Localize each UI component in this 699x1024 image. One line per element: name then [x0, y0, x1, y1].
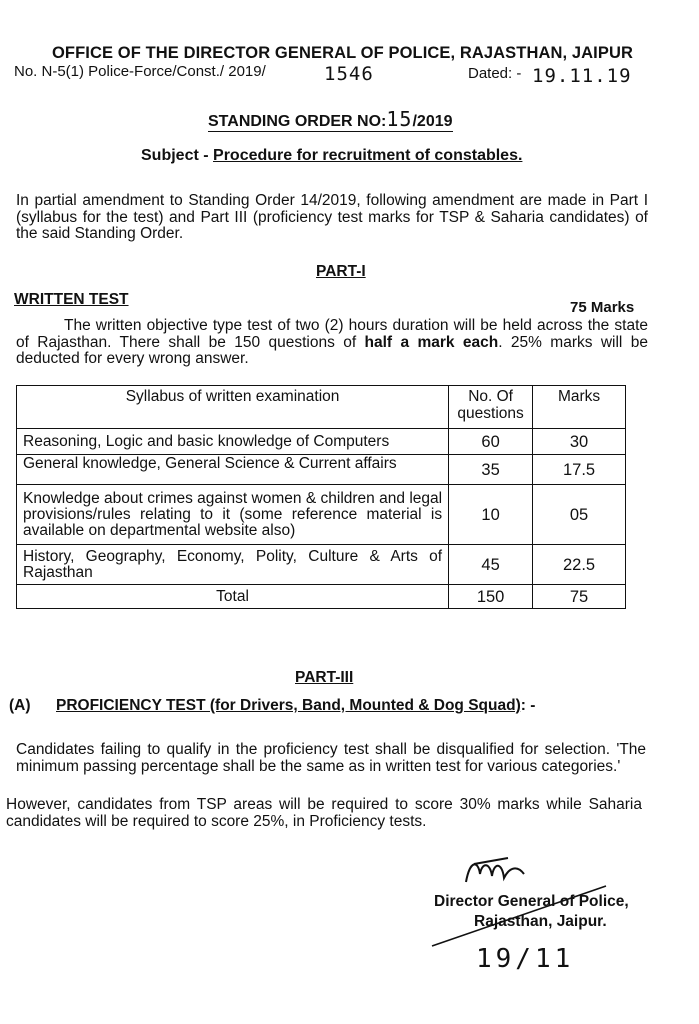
subject-label: Subject -	[141, 147, 209, 164]
written-test-text-1: The written objective type test of two (2) hours duration will be held across the state of Rajasthan. There shall be 150 questions of	[16, 317, 648, 351]
signatory-location: Rajasthan, Jaipur.	[474, 913, 607, 930]
row-subject: Knowledge about crimes against women & children and legal provisions/rules relating to it (some reference material is available on departmental website also)	[17, 485, 449, 545]
table-row	[17, 455, 626, 485]
standing-order-suffix: /2019	[412, 113, 453, 130]
handwritten-order-number: 15	[386, 107, 413, 131]
standing-order-prefix: STANDING ORDER NO:	[208, 113, 387, 130]
part-3-heading: PART-III	[295, 669, 354, 686]
part-1-heading: PART-I	[316, 263, 366, 280]
row-marks: 17.5	[533, 455, 626, 485]
row-questions: 45	[449, 545, 533, 585]
dated-label: Dated: -	[468, 65, 522, 82]
written-test-marks: 75 Marks	[570, 299, 635, 316]
standing-order-title	[208, 107, 453, 132]
handwritten-date: 19.11.19	[532, 65, 632, 87]
row-marks: 22.5	[533, 545, 626, 585]
header-syllabus: Syllabus of written examination	[17, 386, 449, 429]
signature-stroke	[430, 880, 610, 950]
row-questions: 60	[449, 429, 533, 455]
written-test-text-2: . 25% marks will be deducted for every wrong answer.	[16, 333, 648, 367]
table-row	[17, 485, 626, 545]
row-marks: 05	[533, 485, 626, 545]
signature-handwritten-date: 19/11	[476, 944, 575, 974]
row-subject	[17, 545, 449, 585]
office-heading: OFFICE OF THE DIRECTOR GENERAL OF POLICE, RAJASTHAN, JAIPUR	[52, 44, 633, 62]
row-subject: Reasoning, Logic and basic knowledge of Computers	[17, 429, 449, 455]
total-label: Total	[17, 585, 449, 609]
proficiency-title-suffix: : -	[520, 697, 536, 714]
proficiency-title-text: PROFICIENCY TEST (for Drivers, Band, Mounted & Dog Squad)	[56, 697, 521, 714]
row-subject: General knowledge, General Science & Current affairs	[17, 455, 449, 485]
proficiency-paragraph-1: Candidates failing to qualify in the proficiency test shall be disqualified for selection. 'The minimum passing percentage shall be the same as in written test for various categories.'	[16, 741, 646, 775]
table-row	[17, 429, 626, 455]
written-test-title: WRITTEN TEST	[14, 291, 129, 308]
row-questions: 10	[449, 485, 533, 545]
table-total-row	[17, 585, 626, 609]
row-marks: 30	[533, 429, 626, 455]
row-subject-text: History, Geography, Economy, Polity, Culture & Arts of Rajasthan	[23, 547, 443, 581]
total-marks: 75	[533, 585, 626, 609]
table-header-row	[17, 386, 626, 429]
signatory-title: Director General of Police,	[434, 893, 629, 910]
proficiency-test-title	[56, 697, 535, 715]
proficiency-paragraph-2: However, candidates from TSP areas will be required to score 30% marks while Saharia candidates will be required to score 25%, in Proficiency tests.	[6, 796, 642, 830]
table-row	[17, 545, 626, 585]
handwritten-ref-number: 1546	[324, 63, 374, 85]
subject-text: Procedure for recruitment of constables.	[213, 147, 523, 164]
header-questions: No. Of questions	[449, 386, 533, 429]
item-label: (A)	[9, 697, 31, 714]
row-questions: 35	[449, 455, 533, 485]
intro-paragraph: In partial amendment to Standing Order 14/2019, following amendment are made in Part I (syllabus for the test) and Part III (proficiency test marks for TSP & Saharia candidates) of the said Standing Order.	[16, 192, 648, 242]
written-test-paragraph	[16, 318, 648, 368]
subject-line	[141, 147, 522, 165]
reference-number: No. N-5(1) Police-Force/Const./ 2019/	[14, 63, 266, 80]
written-test-bold-text: half a mark each	[364, 333, 499, 351]
total-questions: 150	[449, 585, 533, 609]
syllabus-table	[16, 385, 626, 609]
header-marks: Marks	[533, 386, 626, 429]
